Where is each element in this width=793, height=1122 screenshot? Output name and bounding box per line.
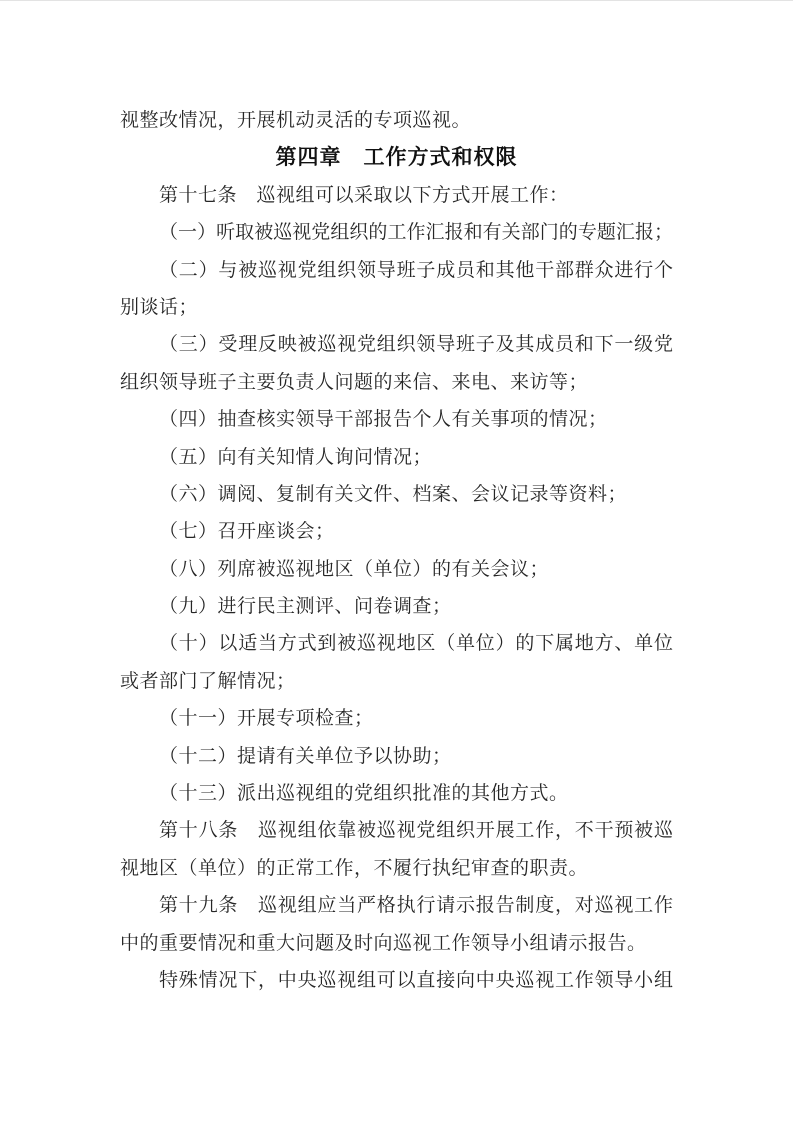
text-line: （五）向有关知情人询问情况； [159, 446, 433, 468]
text-line: （十）以适当方式到被巡视地区（单位）的下属地方、单位 [159, 633, 673, 655]
text-line: 中的重要情况和重大问题及时向巡视工作领导小组请示报告。 [120, 932, 647, 954]
text-line: （十一）开展专项检查； [159, 708, 374, 730]
text-line: 第十九条 巡视组应当严格执行请示报告制度，对巡视工作 [159, 895, 673, 917]
text-line: （三）受理反映被巡视党组织领导班子及其成员和下一级党 [159, 334, 673, 356]
text-line: 视地区（单位）的正常工作，不履行执纪审查的职责。 [120, 857, 589, 879]
text-line: 组织领导班子主要负责人问题的来信、来电、来访等； [120, 371, 589, 393]
text-block [120, 102, 673, 999]
text-line: （六）调阅、复制有关文件、档案、会议记录等资料； [159, 483, 628, 505]
text-line: （十二）提请有关单位予以协助； [159, 745, 452, 767]
text-line: （四）抽查核实领导干部报告个人有关事项的情况； [159, 409, 608, 431]
text-line: 第十八条 巡视组依靠被巡视党组织开展工作，不干预被巡 [159, 820, 673, 842]
text-line: 特殊情况下，中央巡视组可以直接向中央巡视工作领导小组 [159, 969, 673, 991]
text-line: 别谈话； [120, 296, 199, 318]
chapter-heading: 第四章 工作方式和权限 [275, 146, 518, 170]
text-line: 第十七条 巡视组可以采取以下方式开展工作： [159, 184, 569, 206]
text-line: （十三）派出巡视组的党组织批准的其他方式。 [159, 783, 569, 805]
text-line: （九）进行民主测评、问卷调查； [159, 596, 452, 618]
text-line: （一）听取被巡视党组织的工作汇报和有关部门的专题汇报； [159, 222, 673, 244]
text-line: （八）列席被巡视地区（单位）的有关会议； [159, 558, 550, 580]
text-line: （二）与被巡视党组织领导班子成员和其他干部群众进行个 [159, 259, 673, 281]
text-line: （七）召开座谈会； [159, 521, 335, 543]
text-line: 或者部门了解情况； [120, 670, 296, 692]
text-line: 视整改情况，开展机动灵活的专项巡视。 [120, 110, 472, 131]
